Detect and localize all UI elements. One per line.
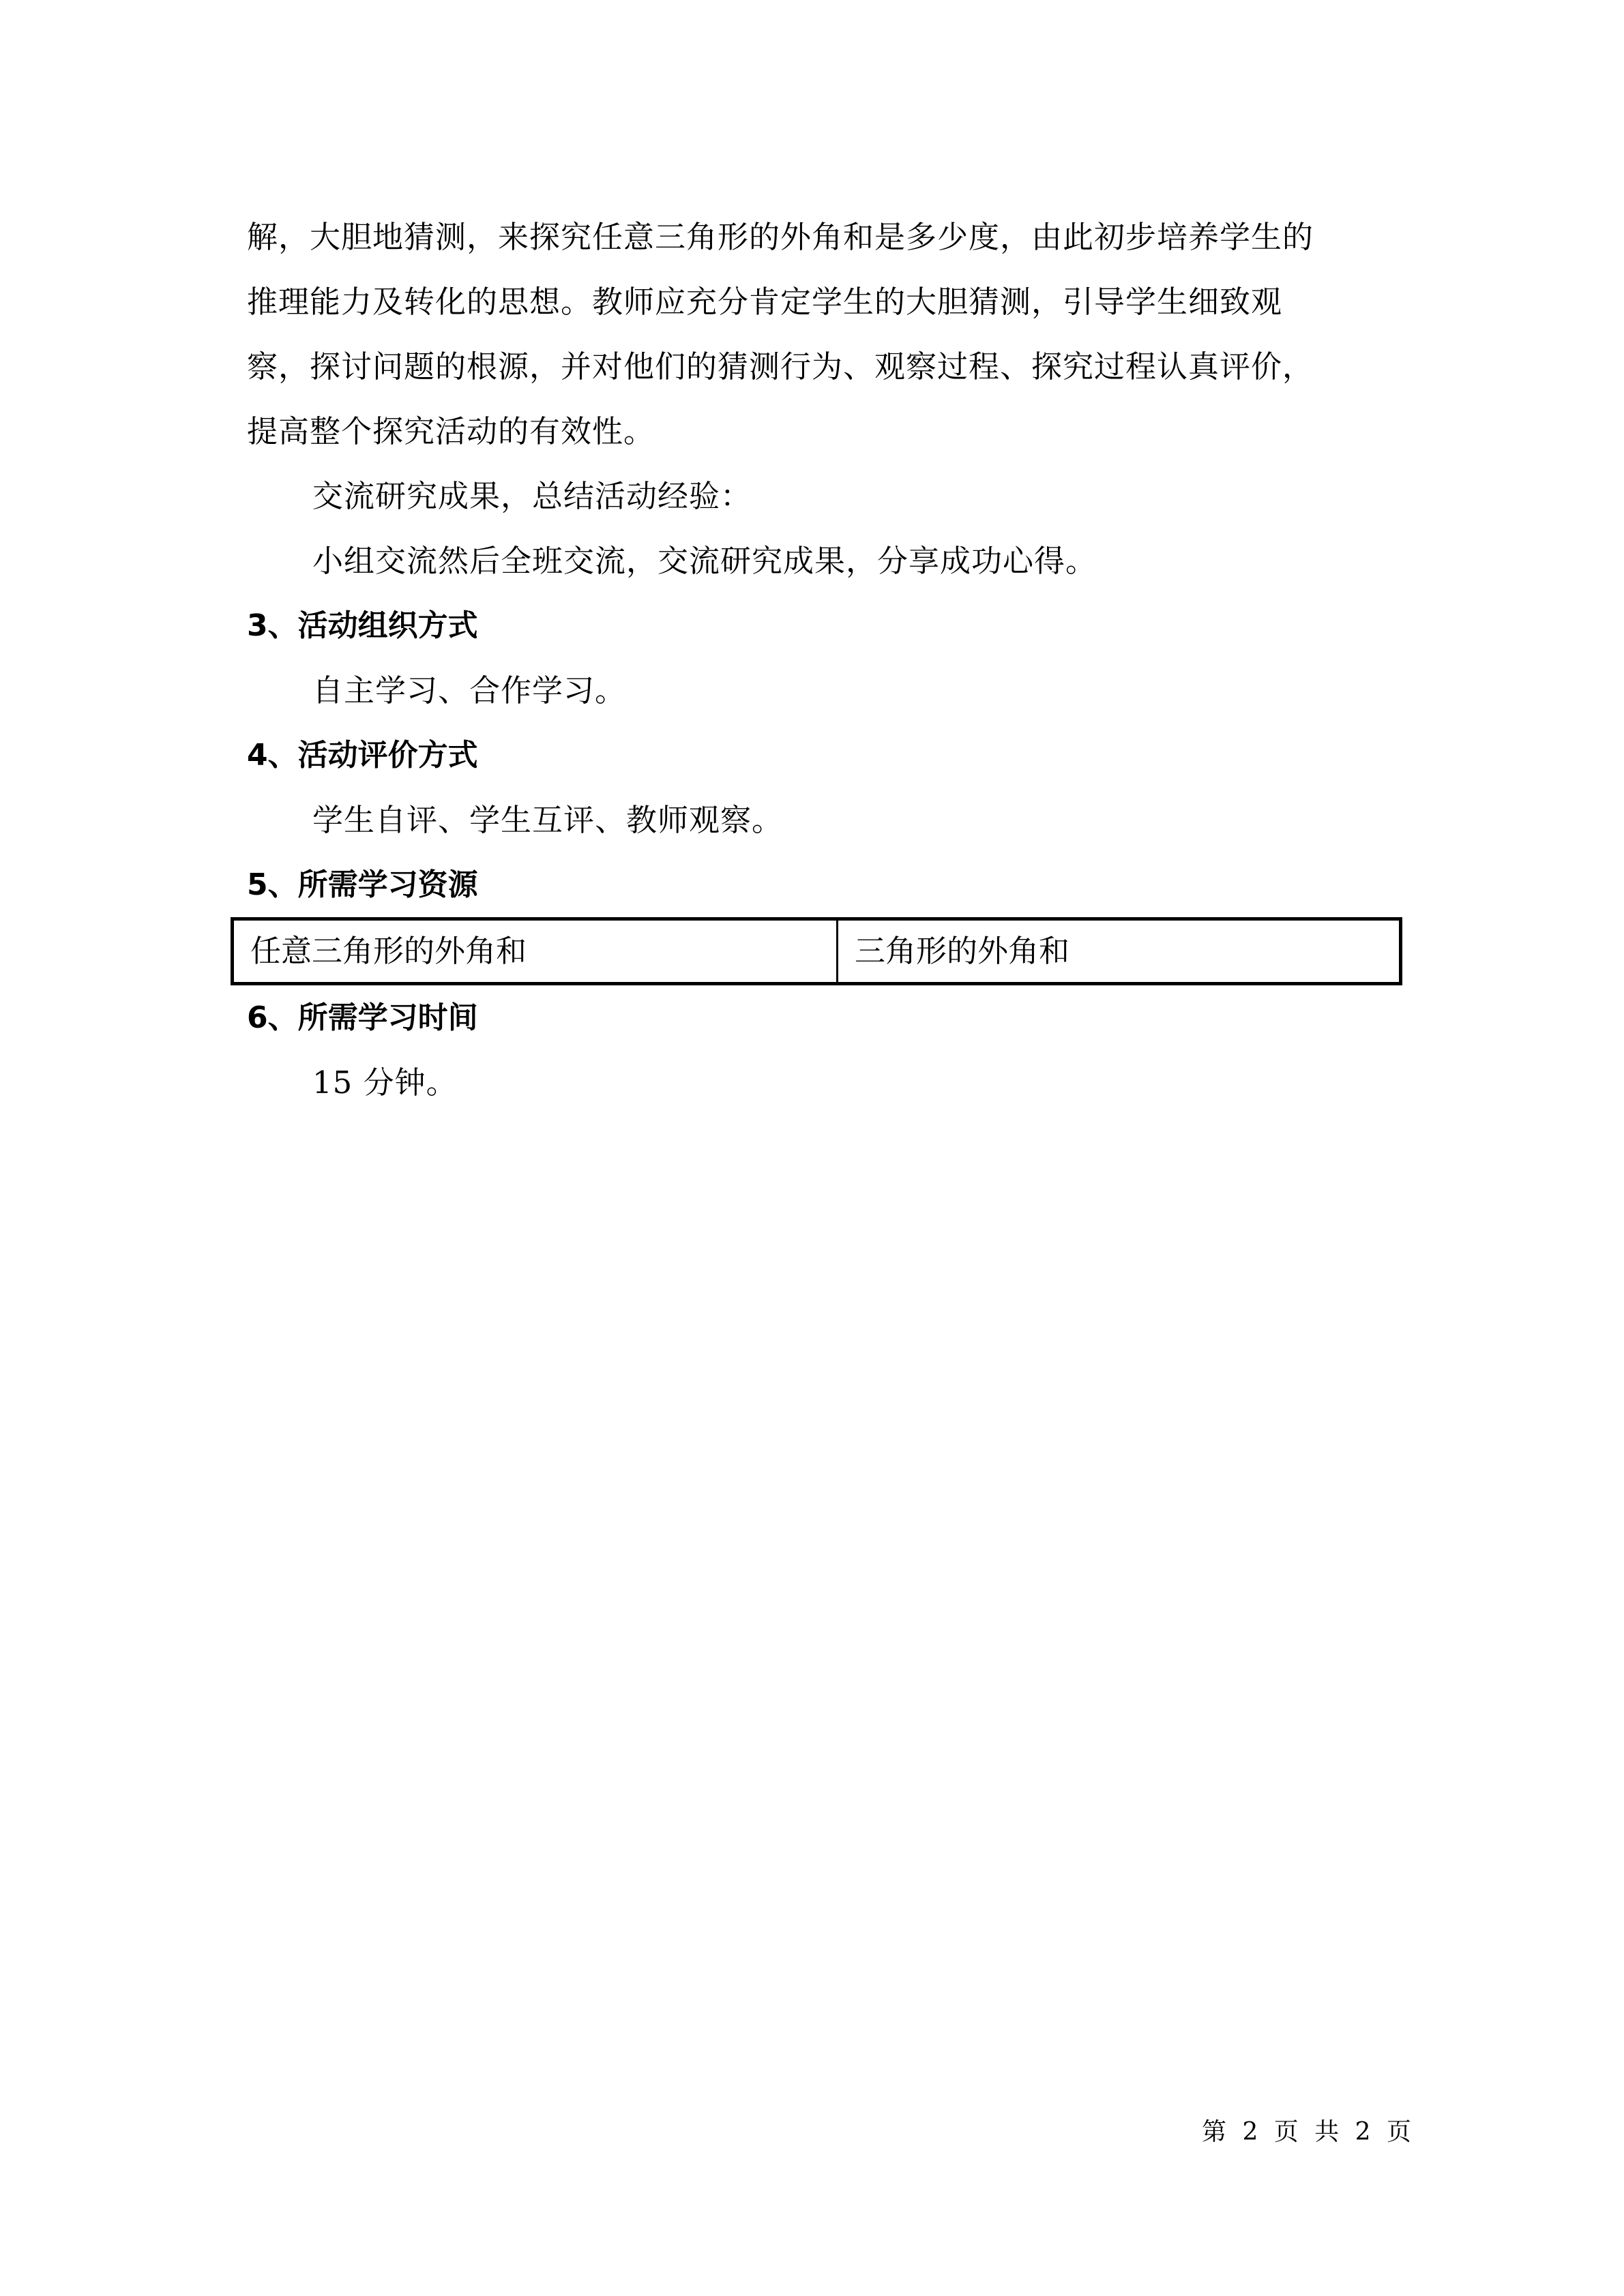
organization-text: 自主学习、合作学习。: [312, 672, 627, 709]
resources-table-cell-right: 三角形的外角和: [855, 933, 1070, 969]
body-line-2: 推理能力及转化的思想。教师应充分肯定学生的大胆猜测，引导学生细致观: [247, 284, 1283, 320]
evaluation-heading: 4、活动评价方式: [247, 738, 478, 773]
organization-heading: 3、活动组织方式: [247, 608, 478, 643]
body-line-1: 解，大胆地猜测，来探究任意三角形的外角和是多少度，由此初步培养学生的: [247, 219, 1314, 255]
time-text: 15 分钟。: [312, 1064, 458, 1101]
page-number-footer: 第 2 页 共 2 页: [1202, 2118, 1416, 2146]
time-heading: 6、所需学习时间: [247, 1000, 478, 1035]
body-line-4: 提高整个探究活动的有效性。: [247, 413, 655, 449]
evaluation-text: 学生自评、学生互评、教师观察。: [312, 802, 784, 838]
body-line-3: 察，探讨问题的根源，并对他们的猜测行为、观察过程、探究过程认真评价，: [247, 348, 1314, 385]
exchange-text: 小组交流然后全班交流，交流研究成果，分享成功心得。: [312, 543, 1097, 579]
resources-table-cell-left: 任意三角形的外角和: [234, 921, 838, 982]
resources-table: [231, 917, 1402, 985]
resources-heading: 5、所需学习资源: [247, 867, 478, 902]
document-body: [247, 205, 1379, 1115]
exchange-title: 交流研究成果，总结活动经验：: [312, 478, 752, 514]
